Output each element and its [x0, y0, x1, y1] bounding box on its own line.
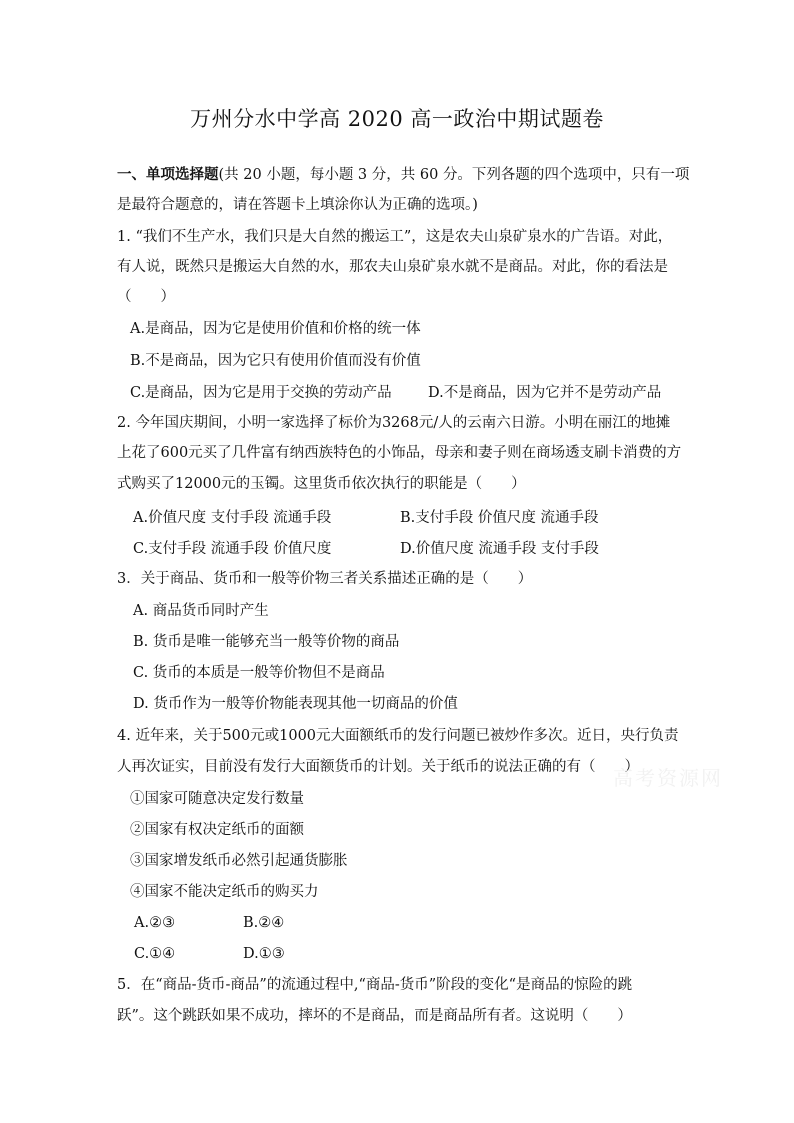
q4-statement-3: ③国家增发纸币必然引起通货膨胀	[130, 853, 348, 869]
q4-stem-line-2: 人再次证实，目前没有发行大面额货币的计划。关于纸币的说法正确的有（ ）	[117, 759, 639, 775]
section-heading: 一、单项选择题	[117, 166, 219, 183]
q1-option-c: C.是商品，因为它是用于交换的劳动产品	[130, 385, 392, 401]
q2-option-c: C.支付手段 流通手段 价值尺度	[133, 541, 332, 557]
q2-option-b: B.支付手段 价值尺度 流通手段	[400, 510, 599, 526]
q1-stem-line-1: 1. “我们不生产水，我们只是大自然的搬运工”，这是农夫山泉矿泉水的广告语。对此，	[117, 229, 673, 245]
q4-option-d: D.①③	[243, 946, 285, 962]
q2-option-a: A.价值尺度 支付手段 流通手段	[133, 510, 332, 526]
q4-stem-line-1: 4. 近年来，关于500元或1000元大面额纸币的发行问题已被炒作多次。近日，央行负责	[117, 728, 679, 744]
q1-stem-line-3: （ ）	[117, 289, 175, 305]
q4-option-b: B.②④	[243, 915, 285, 931]
q1-option-d: D.不是商品，因为它并不是劳动产品	[428, 385, 662, 401]
q3-option-d: D. 货币作为一般等价物能表现其他一切商品的价值	[133, 696, 458, 712]
q2-stem-line-2: 上花了600元买了几件富有纳西族特色的小饰品，母亲和妻子则在商场透支刷卡消费的方	[117, 445, 682, 461]
q3-option-c: C. 货币的本质是一般等价物但不是商品	[133, 665, 385, 681]
q3-option-b: B. 货币是唯一能够充当一般等价物的商品	[133, 634, 400, 650]
q4-statement-2: ②国家有权决定纸币的面额	[130, 822, 304, 838]
q4-option-c: C.①④	[134, 946, 176, 962]
q2-option-d: D.价值尺度 流通手段 支付手段	[400, 541, 599, 557]
section-intro-text: (共 20 小题，每小题 3 分，共 60 分。下列各题的四个选项中，只有一项	[218, 167, 690, 183]
q2-stem-line-1: 2. 今年国庆期间，小明一家选择了标价为3268元/人的云南六日游。小明在丽江的地摊	[117, 415, 671, 431]
q3-option-a: A. 商品货币同时产生	[133, 603, 269, 619]
section-intro-line-2: 是最符合题意的，请在答题卡上填涂你认为正确的选项。)	[117, 197, 478, 213]
section-intro-line-1	[117, 165, 689, 185]
q4-option-a: A.②③	[134, 915, 176, 931]
q5-stem-line-1: 5．在“商品-货币-商品”的流通过程中,“商品-货币”阶段的变化“是商品的惊险的跳	[117, 977, 633, 993]
page-title: 万州分水中学高 2020 高一政治中期试题卷	[190, 107, 604, 131]
q3-stem-line-1: 3．关于商品、货币和一般等价物三者关系描述正确的是（ ）	[117, 571, 533, 587]
watermark-text: 高考资源网	[613, 766, 723, 790]
q5-stem-line-2: 跃”。这个跳跃如果不成功，摔坏的不是商品，而是商品所有者。这说明（ ）	[117, 1008, 632, 1024]
q2-stem-line-3: 式购买了12000元的玉镯。这里货币依次执行的职能是（ ）	[117, 476, 526, 492]
q4-statement-1: ①国家可随意决定发行数量	[130, 791, 304, 807]
q1-option-a: A.是商品，因为它是使用价值和价格的统一体	[130, 321, 421, 337]
q1-option-b: B.不是商品，因为它只有使用价值而没有价值	[130, 353, 421, 369]
q1-stem-line-2: 有人说，既然只是搬运大自然的水，那农夫山泉矿泉水就不是商品。对此，你的看法是	[117, 259, 668, 275]
q4-statement-4: ④国家不能决定纸币的购买力	[130, 884, 319, 900]
